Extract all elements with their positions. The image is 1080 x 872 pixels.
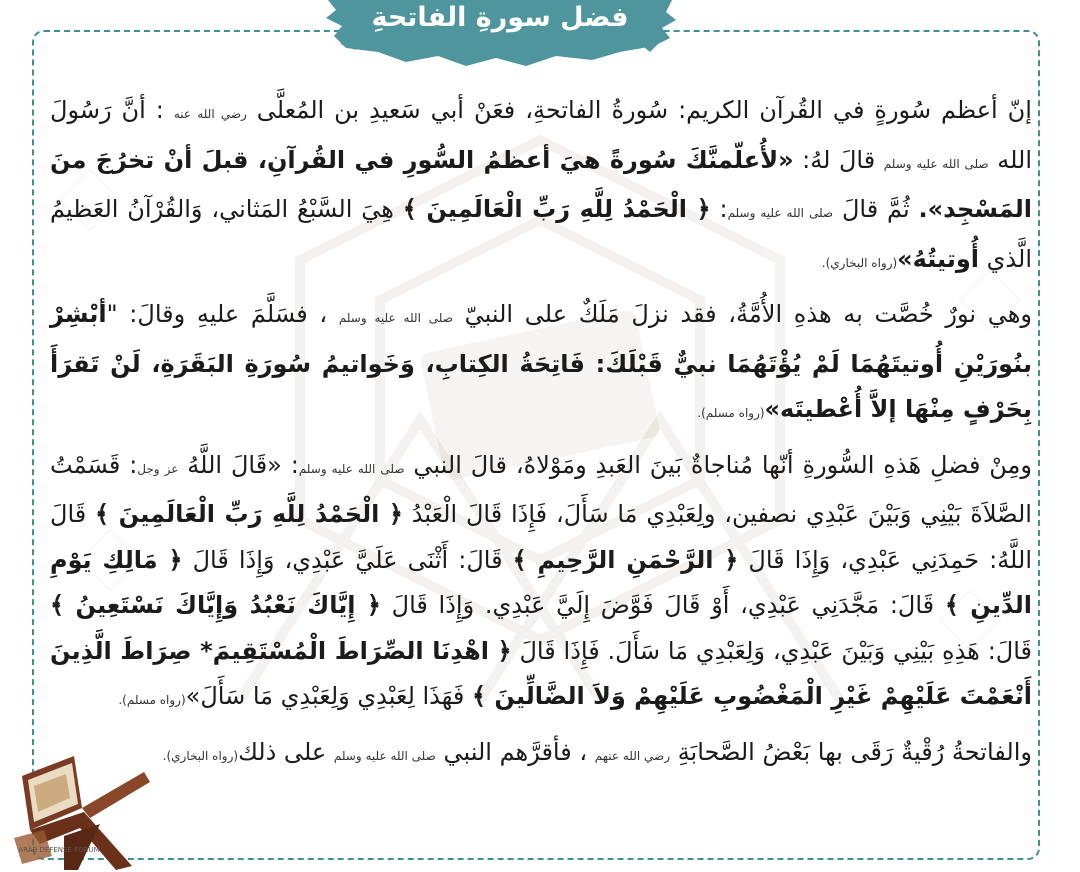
quran-verse: ﴿ اهْدِنَا الصِّرَاطَ الْمُسْتَقِيمَ* صِرَاطَ الَّذِينَ أَنْعَمْتَ عَلَيْهِمْ غَيْرِ الْمَغْضُوبِ عَلَيْهِمْ وَلاَ الضَّالِّينَ ﴾ [50, 636, 1032, 710]
quran-verse: ﴿ الْحَمْدُ لِلَّهِ رَبِّ الْعَالَمِينَ ﴾ [402, 195, 711, 223]
honorific-salawat: صلى الله عليه وسلم [883, 156, 989, 171]
title-banner [320, 0, 680, 68]
quran-verse: ﴿ إِيَّاكَ نَعْبُدُ وَإِيَّاكَ نَسْتَعِينُ ﴾ [50, 591, 381, 619]
text-segment: : قَسَمْتُ الصَّلاَةَ بَيْنِي وَبَيْنَ عَبْدِي نصفين، ولِعَبْدِي مَا سَأَلَ، فَإِذَا قَالَ الْعَبْدُ [50, 450, 1032, 528]
text-segment: قَالَ: أَثْنَى عَلَيَّ عَبْدِي، وَإِذَا قَالَ [192, 545, 503, 574]
paragraph-munajat [50, 443, 1032, 724]
text-segment: : «قَالَ اللَّهُ [187, 450, 299, 479]
hadith-reference: (رواه البخاري). [162, 748, 239, 763]
hadith-quote: «لأُعلّمنَّكَ سُورةً هيَ أعظمُ السُّورِ في القُرآنِ، قبلَ أنْ تخرُجَ منَ المَسْجِد». [50, 145, 1033, 223]
honorific-radiyallahu-anhu: رضي الله عنه [173, 107, 247, 121]
honorific-azza-wajal: عز وجل [137, 461, 179, 476]
honorific-salawat: صلى الله عليه وسلم [338, 311, 453, 325]
text-segment: ، فسَلَّمَ عليهِ وقالَ: " [106, 300, 328, 328]
honorific-salawat: صلى الله عليه وسلم [727, 206, 834, 220]
text-segment: : [719, 195, 728, 223]
hadith-reference: (رواه البخاري). [821, 255, 898, 270]
hadith-quote: أبْشِرْ بنُورَيْنِ أُوتيتَهُمَا لَمْ يُؤْتَهُمَا نبيٌّ قَبْلَكَ: فَاتِحَةُ الكِتابِ، وَخَواتيمُ سُورَةِ البَقَرَةِ، لَنْ تَقرَأَ بِحَرْفٍ مِنْهَا إلاَّ أُعْطيتَه» [50, 300, 1032, 423]
text-segment: ، فأقرَّهم النبي [443, 737, 588, 766]
text-segment: ثُمَّ قالَ [841, 195, 910, 223]
hadith-quote: أُوتيتُهُ» [897, 244, 979, 273]
paragraph-greatest-surah [50, 88, 1032, 286]
text-segment: على ذلك [238, 737, 327, 766]
paragraph-ruqya [50, 730, 1032, 780]
text-segment: وهي نورٌ خُصَّت به هذهِ الأُمَّةُ، فقد نزلَ مَلَكٌ على النبيّ [464, 300, 1032, 328]
hadith-reference: (رواه مسلم). [118, 693, 186, 707]
text-segment: قَالَ: هَذِهِ بَيْنِي وَبَيْنَ عَبْدِي، وَلِعَبْدِي مَا سَأَلَ. فَإِذَا قَالَ [519, 636, 1032, 665]
honorific-salawat: صلى الله عليه وسلم [298, 461, 405, 476]
text-segment: قَالَ اللَّهُ: حَمِدَنِي عَبْدِي، وَإِذَا قَالَ [50, 500, 1032, 574]
article-body [50, 88, 1032, 785]
paragraph-two-lights [50, 292, 1032, 437]
honorific-salawat: صلى الله عليه وسلم [333, 748, 436, 763]
hadith-reference: (رواه مسلم). [697, 406, 765, 420]
quran-verse: ﴿ الرَّحْمَنِ الرَّحِيمِ ﴾ [512, 545, 739, 574]
quran-verse: ﴿ الْحَمْدُ لِلَّهِ رَبِّ الْعَالَمِينَ ﴾ [95, 500, 403, 528]
honorific-radiyallahu-anhum: رضي الله عنهم [594, 748, 671, 763]
forum-watermark: ARAB DEFENSE FORUM [18, 846, 100, 854]
quran-verse: ﴿ مَالِكِ يَوْمِ الدِّينِ ﴾ [50, 545, 1032, 619]
text-segment: قَالَ: مَجَّدَنِي عَبْدِي، أَوْ قَالَ فَوَّضَ إِلَيَّ عَبْدِي. وَإِذَا قَالَ [391, 591, 935, 619]
text-segment: هِيَ السَّبْعُ المَثاني، وَالقُرْآنُ العَظيمُ الَّذي [50, 195, 1032, 273]
text-segment: ومِنْ فضلِ هَذهِ السُّورةِ أنّها مُناجاةٌ بَينَ العَبدِ ومَوْلاهُ، قالَ النبي [413, 450, 1033, 479]
text-segment: قالَ لهُ: [802, 145, 876, 174]
text-segment: فَهَذَا لِعَبْدِي وَلِعَبْدِي مَا سَأَلَ» [185, 682, 465, 710]
page-title: فضل سورةِ الفاتحةِ [371, 2, 629, 33]
text-segment: : أنَّ رَسُولَ الله [50, 96, 1032, 174]
text-segment: والفاتحةُ رُقْيةٌ رَقَى بها بَعْضُ الصَّحابَةِ [677, 737, 1032, 766]
text-segment: إنّ أعظم سُورةٍ في القُرآن الكريم: سُورةُ الفاتحةِ، فعَنْ أبي سَعيدِ بن المُعلَّى [256, 96, 1032, 124]
